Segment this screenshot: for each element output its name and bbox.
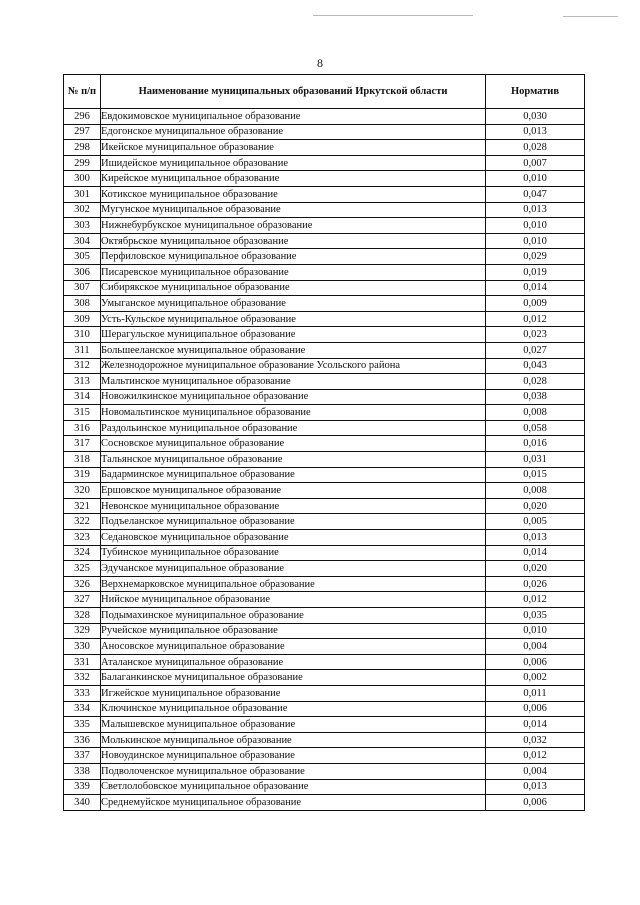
norm-value: 0,006 [486, 701, 585, 717]
table-row [64, 140, 585, 156]
municipality-name: Котикское муниципальное образование [101, 186, 486, 202]
table-row [64, 530, 585, 546]
header-norm: Норматив [486, 75, 585, 109]
table-row [64, 748, 585, 764]
table-row [64, 498, 585, 514]
norm-value: 0,030 [486, 109, 585, 125]
table-row [64, 732, 585, 748]
row-number: 306 [64, 264, 101, 280]
municipality-name: Тубинское муниципальное образование [101, 545, 486, 561]
municipality-name: Ершовское муниципальное образование [101, 483, 486, 499]
norm-value: 0,014 [486, 545, 585, 561]
norm-value: 0,007 [486, 155, 585, 171]
norm-value: 0,043 [486, 358, 585, 374]
municipality-name: Большееланское муниципальное образование [101, 342, 486, 358]
municipality-name: Октябрьское муниципальное образование [101, 233, 486, 249]
municipality-name: Усть-Кульское муниципальное образование [101, 311, 486, 327]
norm-value: 0,031 [486, 452, 585, 468]
row-number: 327 [64, 592, 101, 608]
norm-value: 0,058 [486, 420, 585, 436]
table-row [64, 374, 585, 390]
municipality-name: Подъеланское муниципальное образование [101, 514, 486, 530]
norm-value: 0,026 [486, 576, 585, 592]
table-row [64, 623, 585, 639]
municipality-name: Писаревское муниципальное образование [101, 264, 486, 280]
row-number: 328 [64, 608, 101, 624]
municipality-name: Эдучанское муниципальное образование [101, 561, 486, 577]
table-row [64, 202, 585, 218]
table-row [64, 405, 585, 421]
row-number: 332 [64, 670, 101, 686]
municipality-name: Железнодорожное муниципальное образование Усольского района [101, 358, 486, 374]
table-row [64, 218, 585, 234]
norm-value: 0,010 [486, 623, 585, 639]
municipality-name: Икейское муниципальное образование [101, 140, 486, 156]
municipality-name: Верхнемарковское муниципальное образование [101, 576, 486, 592]
norm-value: 0,028 [486, 374, 585, 390]
row-number: 309 [64, 311, 101, 327]
table-row [64, 358, 585, 374]
municipality-name: Мугунское муниципальное образование [101, 202, 486, 218]
row-number: 335 [64, 717, 101, 733]
row-number: 314 [64, 389, 101, 405]
table-row [64, 311, 585, 327]
municipality-name: Раздольинское муниципальное образование [101, 420, 486, 436]
norm-value: 0,019 [486, 264, 585, 280]
norm-value: 0,013 [486, 779, 585, 795]
municipality-name: Кирейское муниципальное образование [101, 171, 486, 187]
table-row [64, 779, 585, 795]
municipality-name: Новоудинское муниципальное образование [101, 748, 486, 764]
table-row [64, 670, 585, 686]
row-number: 325 [64, 561, 101, 577]
municipality-name: Нижнебурбукское муниципальное образование [101, 218, 486, 234]
norm-value: 0,011 [486, 685, 585, 701]
norm-value: 0,035 [486, 608, 585, 624]
norm-value: 0,016 [486, 436, 585, 452]
row-number: 305 [64, 249, 101, 265]
municipality-name: Евдокимовское муниципальное образование [101, 109, 486, 125]
norm-value: 0,012 [486, 592, 585, 608]
table-row [64, 467, 585, 483]
norm-value: 0,029 [486, 249, 585, 265]
row-number: 300 [64, 171, 101, 187]
municipality-name: Тальянское муниципальное образование [101, 452, 486, 468]
row-number: 331 [64, 654, 101, 670]
municipality-name: Невонское муниципальное образование [101, 498, 486, 514]
table-row [64, 296, 585, 312]
row-number: 307 [64, 280, 101, 296]
row-number: 304 [64, 233, 101, 249]
row-number: 301 [64, 186, 101, 202]
norm-value: 0,012 [486, 748, 585, 764]
municipality-name: Бадарминское муниципальное образование [101, 467, 486, 483]
norm-value: 0,032 [486, 732, 585, 748]
norm-value: 0,013 [486, 530, 585, 546]
table-row [64, 483, 585, 499]
table-row [64, 109, 585, 125]
row-number: 315 [64, 405, 101, 421]
table-row [64, 514, 585, 530]
row-number: 318 [64, 452, 101, 468]
table-row [64, 795, 585, 811]
row-number: 312 [64, 358, 101, 374]
municipality-name: Ручейское муниципальное образование [101, 623, 486, 639]
norm-value: 0,010 [486, 171, 585, 187]
table-row [64, 327, 585, 343]
table-row [64, 436, 585, 452]
municipality-name: Перфиловское муниципальное образование [101, 249, 486, 265]
municipality-name: Балаганкинское муниципальное образование [101, 670, 486, 686]
municipality-name: Светлолобовское муниципальное образование [101, 779, 486, 795]
norm-value: 0,008 [486, 483, 585, 499]
row-number: 338 [64, 763, 101, 779]
municipality-name: Седановское муниципальное образование [101, 530, 486, 546]
row-number: 313 [64, 374, 101, 390]
table-row [64, 233, 585, 249]
norm-value: 0,047 [486, 186, 585, 202]
page-number: 8 [317, 56, 323, 70]
norm-value: 0,014 [486, 280, 585, 296]
table-row [64, 639, 585, 655]
norm-value: 0,013 [486, 202, 585, 218]
row-number: 336 [64, 732, 101, 748]
row-number: 298 [64, 140, 101, 156]
norm-value: 0,005 [486, 514, 585, 530]
table-body [64, 109, 585, 811]
header-municipality: Наименование муниципальных образований Иркутской области [101, 75, 486, 109]
municipality-name: Аталанское муниципальное образование [101, 654, 486, 670]
table-row [64, 717, 585, 733]
table-row [64, 420, 585, 436]
row-number: 303 [64, 218, 101, 234]
table-header-row [64, 75, 585, 109]
row-number: 330 [64, 639, 101, 655]
table-row [64, 389, 585, 405]
row-number: 296 [64, 109, 101, 125]
table-row [64, 280, 585, 296]
row-number: 340 [64, 795, 101, 811]
row-number: 334 [64, 701, 101, 717]
table-row [64, 701, 585, 717]
table-row [64, 654, 585, 670]
municipality-name: Нийское муниципальное образование [101, 592, 486, 608]
row-number: 311 [64, 342, 101, 358]
table-row [64, 763, 585, 779]
row-number: 322 [64, 514, 101, 530]
municipality-name: Аносовское муниципальное образование [101, 639, 486, 655]
municipality-name: Умыганское муниципальное образование [101, 296, 486, 312]
norm-value: 0,010 [486, 218, 585, 234]
norm-value: 0,009 [486, 296, 585, 312]
norm-value: 0,013 [486, 124, 585, 140]
municipality-name: Сосновское муниципальное образование [101, 436, 486, 452]
row-number: 310 [64, 327, 101, 343]
row-number: 339 [64, 779, 101, 795]
row-number: 321 [64, 498, 101, 514]
norm-value: 0,012 [486, 311, 585, 327]
table-row [64, 171, 585, 187]
table-row [64, 155, 585, 171]
row-number: 326 [64, 576, 101, 592]
row-number: 316 [64, 420, 101, 436]
norm-value: 0,027 [486, 342, 585, 358]
scan-artifact-line [313, 15, 473, 16]
norm-value: 0,010 [486, 233, 585, 249]
norm-value: 0,020 [486, 561, 585, 577]
table-row [64, 342, 585, 358]
table-row [64, 592, 585, 608]
table-row [64, 561, 585, 577]
norm-value: 0,006 [486, 795, 585, 811]
municipality-name: Едогонское муниципальное образование [101, 124, 486, 140]
norm-value: 0,004 [486, 639, 585, 655]
row-number: 319 [64, 467, 101, 483]
municipality-name: Новомальтинское муниципальное образование [101, 405, 486, 421]
municipality-name: Подымахинское муниципальное образование [101, 608, 486, 624]
norms-table [63, 74, 585, 811]
row-number: 337 [64, 748, 101, 764]
norm-value: 0,023 [486, 327, 585, 343]
table-row [64, 452, 585, 468]
table-row [64, 608, 585, 624]
table-row [64, 576, 585, 592]
norm-value: 0,002 [486, 670, 585, 686]
scan-artifact-line [563, 16, 618, 17]
row-number: 329 [64, 623, 101, 639]
table-row [64, 249, 585, 265]
norm-value: 0,006 [486, 654, 585, 670]
municipality-name: Малышевское муниципальное образование [101, 717, 486, 733]
municipality-name: Среднемуйское муниципальное образование [101, 795, 486, 811]
municipality-name: Новожилкинское муниципальное образование [101, 389, 486, 405]
municipality-name: Игжейское муниципальное образование [101, 685, 486, 701]
row-number: 333 [64, 685, 101, 701]
table-row [64, 124, 585, 140]
row-number: 324 [64, 545, 101, 561]
table-row [64, 685, 585, 701]
norm-value: 0,014 [486, 717, 585, 733]
municipality-name: Шерагульское муниципальное образование [101, 327, 486, 343]
norm-value: 0,028 [486, 140, 585, 156]
table-row [64, 264, 585, 280]
norm-value: 0,004 [486, 763, 585, 779]
norm-value: 0,038 [486, 389, 585, 405]
municipality-name: Молькинское муниципальное образование [101, 732, 486, 748]
row-number: 308 [64, 296, 101, 312]
municipality-name: Ишидейское муниципальное образование [101, 155, 486, 171]
row-number: 320 [64, 483, 101, 499]
norm-value: 0,015 [486, 467, 585, 483]
table-row [64, 186, 585, 202]
row-number: 297 [64, 124, 101, 140]
municipality-name: Сибирякское муниципальное образование [101, 280, 486, 296]
municipality-name: Подволоченское муниципальное образование [101, 763, 486, 779]
row-number: 323 [64, 530, 101, 546]
municipality-name: Мальтинское муниципальное образование [101, 374, 486, 390]
row-number: 299 [64, 155, 101, 171]
norm-value: 0,008 [486, 405, 585, 421]
row-number: 317 [64, 436, 101, 452]
norm-value: 0,020 [486, 498, 585, 514]
row-number: 302 [64, 202, 101, 218]
municipality-name: Ключинское муниципальное образование [101, 701, 486, 717]
header-number: № п/п [64, 75, 101, 109]
table-row [64, 545, 585, 561]
